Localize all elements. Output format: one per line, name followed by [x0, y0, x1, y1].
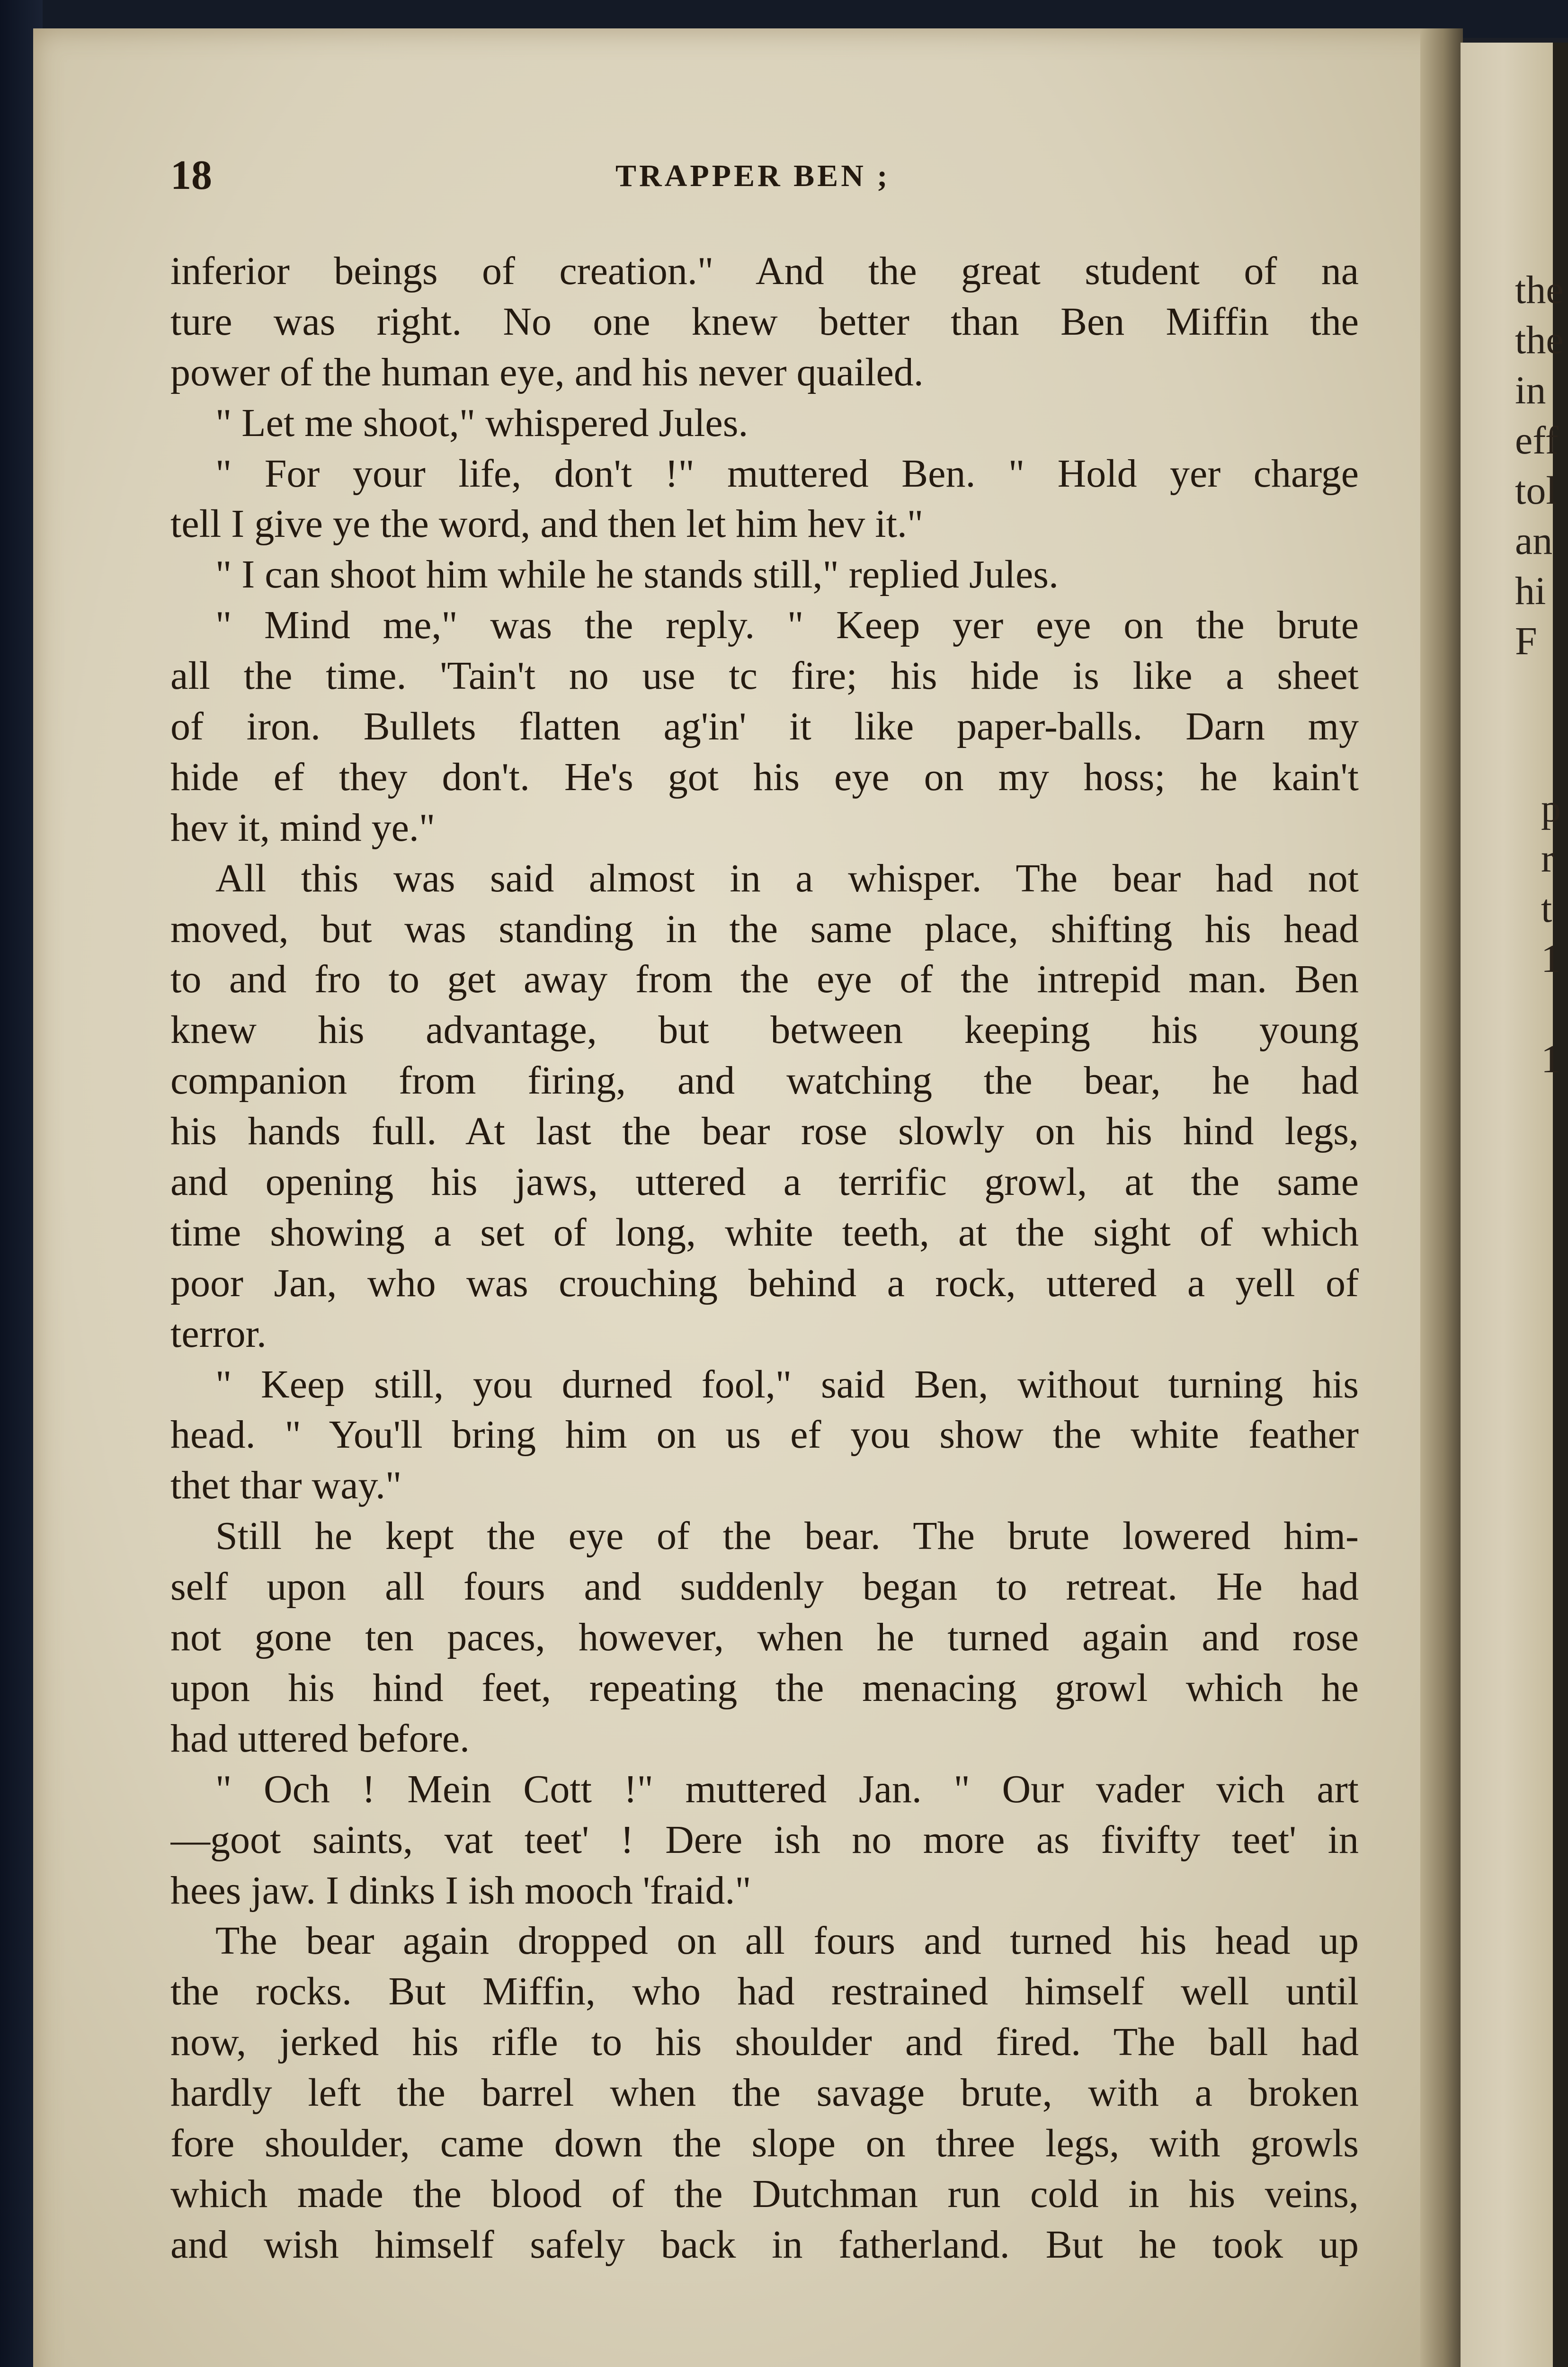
text-line: head. " You'll bring him on us ef you show the white feather [170, 1413, 1359, 1457]
text-line: terror. [170, 1311, 267, 1356]
facing-page-text-lower [1541, 783, 1561, 1085]
page-body [170, 246, 1359, 2270]
text-line: ture was right. No one knew better than Ben Miffin the [170, 299, 1359, 344]
text-line: self upon all fours and suddenly began to retreat. He had [170, 1565, 1359, 1609]
text-line: " For your life, don't !" muttered Ben. " Hold yer charge [215, 451, 1359, 496]
facing-page-line: p [1541, 786, 1561, 830]
text-line: fore shoulder, came down the slope on three legs, with growls [170, 2121, 1359, 2165]
text-line: " I can shoot him while he stands still," replied Jules. [215, 552, 1059, 597]
page-number: 18 [170, 152, 212, 198]
text-line: hide ef they don't. He's got his eye on my hoss; he kain't [170, 755, 1359, 799]
text-line: had uttered before. [170, 1716, 470, 1761]
text-line: and wish himself safely back in fatherland. But he took up [170, 2222, 1359, 2267]
facing-page-line: t [1541, 887, 1552, 931]
text-line: The bear again dropped on all fours and turned his head up [215, 1919, 1359, 1963]
text-line: " Mind me," was the reply. " Keep yer eye on the brute [215, 603, 1359, 648]
facing-page-line: F [1515, 619, 1537, 663]
text-line: moved, but was standing in the same place, shifting his head [170, 907, 1359, 951]
text-line: thet thar way." [170, 1463, 402, 1508]
text-line: of iron. Bullets flatten ag'in' it like paper-balls. Darn my [170, 704, 1359, 749]
text-line: his hands full. At last the bear rose slowly on his hind legs, [170, 1109, 1359, 1154]
text-line: All this was said almost in a whisper. The bear had not [215, 856, 1359, 900]
text-line: the rocks. But Miffin, who had restrained himself well until [170, 1969, 1359, 2014]
text-line: " Och ! Mein Cott !" muttered Jan. " Our vader vich art [215, 1767, 1359, 1811]
facing-page-line: hi [1515, 569, 1546, 613]
facing-page-line [1541, 984, 1561, 1034]
facing-page-line: the [1515, 318, 1564, 362]
facing-page-line: tol [1515, 469, 1557, 513]
text-line: which made the blood of the Dutchman run cold in his veins, [170, 2171, 1359, 2216]
text-line: tell I give ye the word, and then let him hev it." [170, 502, 924, 546]
text-line: time showing a set of long, white teeth, at the sight of which [170, 1210, 1359, 1255]
text-line: upon his hind feet, repeating the menacing growl which he [170, 1665, 1359, 1710]
facing-page-line: the [1515, 268, 1564, 312]
facing-page-line: an [1515, 519, 1553, 563]
text-line: now, jerked his rifle to his shoulder and fired. The ball had [170, 2020, 1359, 2064]
text-line: and opening his jaws, uttered a terrific growl, at the same [170, 1160, 1359, 1204]
text-line: hev it, mind ye." [170, 805, 436, 850]
text-line: power of the human eye, and his never quailed. [170, 350, 924, 394]
text-line: hees jaw. I dinks I ish mooch 'fraid." [170, 1868, 751, 1913]
running-head: TRAPPER BEN ; [615, 159, 891, 193]
text-line: all the time. 'Tain't no use tc fire; his hide is like a sheet [170, 654, 1359, 698]
text-line: " Let me shoot," whispered Jules. [215, 400, 748, 445]
book-gutter [1420, 28, 1463, 2367]
text-line: not gone ten paces, however, when he turned again and rose [170, 1615, 1359, 1660]
page-header [170, 151, 1363, 199]
text-line: knew his advantage, but between keeping his young [170, 1008, 1359, 1052]
facing-page-line: r [1541, 836, 1554, 881]
facing-page-line: eff [1515, 418, 1559, 463]
facing-page-line: in [1515, 368, 1546, 412]
facing-page-line: 1 [1541, 937, 1561, 981]
facing-page-text [1515, 265, 1564, 667]
text-line: poor Jan, who was crouching behind a rock, uttered a yell of [170, 1261, 1359, 1305]
text-line: inferior beings of creation." And the great student of na [170, 249, 1359, 293]
text-line: to and fro to get away from the eye of the intrepid man. Ben [170, 957, 1359, 1002]
text-line: Still he kept the eye of the bear. The brute lowered him- [215, 1514, 1359, 1558]
text-line: " Keep still, you durned fool," said Ben, without turning his [215, 1362, 1359, 1406]
text-line: companion from firing, and watching the bear, he had [170, 1059, 1359, 1103]
facing-page-line: 1 [1541, 1037, 1561, 1081]
text-line: hardly left the barrel when the savage brute, with a broken [170, 2071, 1359, 2115]
text-line: —goot saints, vat teet' ! Dere ish no more as fivifty teet' in [170, 1817, 1359, 1862]
